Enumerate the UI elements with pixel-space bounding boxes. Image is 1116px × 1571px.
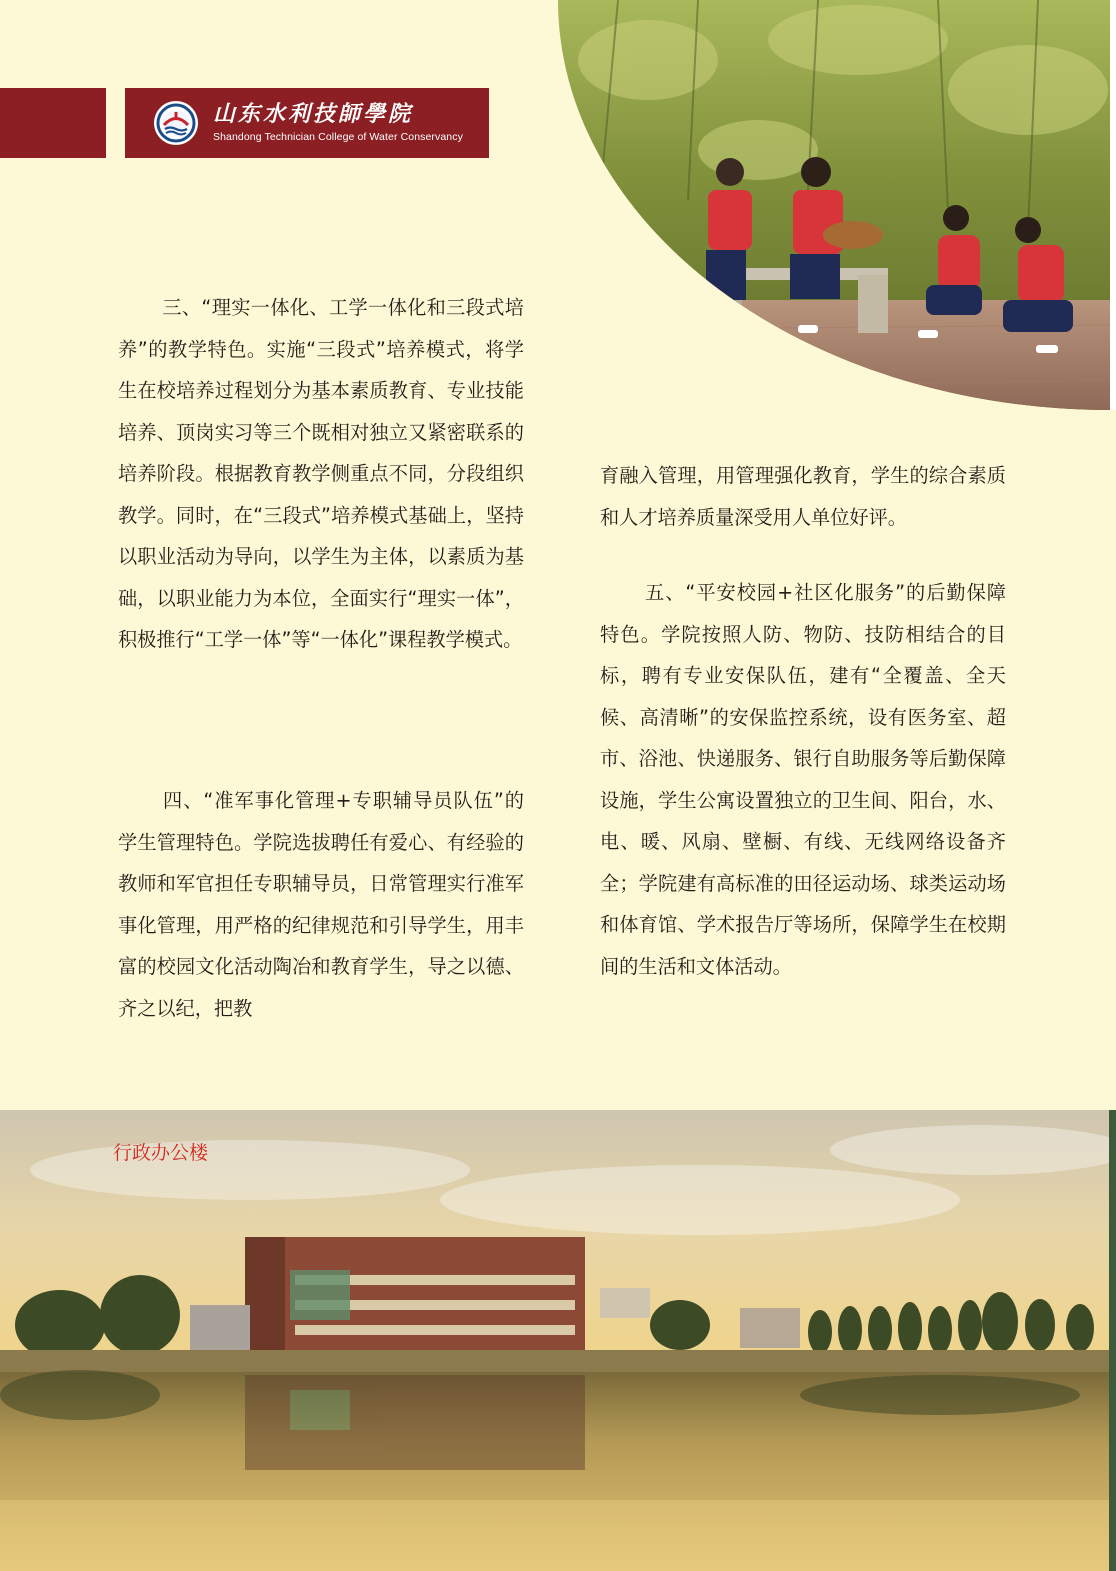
admin-building-photo (0, 1110, 1109, 1571)
students-photo (558, 0, 1110, 410)
section-four-text: 四、“准军事化管理+专职辅导员队伍”的学生管理特色。学院选拔聘任有爱心、有经验的教师和军官担任专职辅导员，日常管理实行准军事化管理，用严格的纪律规范和引导学生，用丰富的校园文化活动陶冶和教育学生，导之以德、齐之以纪，把教 (118, 789, 524, 1020)
section-five-paragraph (600, 572, 1006, 987)
right-edge-strip (1110, 0, 1116, 410)
college-logo (125, 88, 489, 158)
logo-english-name: Shandong Technician College of Water Conservancy (213, 131, 463, 144)
logo-chinese-name: 山东水利技師學院 (213, 101, 414, 128)
photo-caption: 行政办公楼 (113, 1142, 209, 1164)
section-four-continued: 育融入管理，用管理强化教育，学生的综合素质和人才培养质量深受用人单位好评。 (600, 464, 1006, 529)
bottom-right-edge-strip (1109, 1110, 1116, 1571)
section-five-text: 五、“平安校园+社区化服务”的后勤保障特色。学院按照人防、物防、技防相结合的目标，聘有专业安保队伍，建有“全覆盖、全天候、高清晰”的安保监控系统，设有医务室、超市、浴池、快递服务、银行自助服务等后勤保障设施，学生公寓设置独立的卫生间、阳台，水、电、暖、风扇、壁橱、有线、无线网络设备齐全；学院建有高标准的田径运动场、球类运动场和体育馆、学术报告厅等场所，保障学生在校期间的生活和文体活动。 (600, 581, 1006, 978)
section-three-text: 三、“理实一体化、工学一体化和三段式培养”的教学特色。实施“三段式”培养模式，将学生在校培养过程划分为基本素质教育、专业技能培养、顶岗实习等三个既相对独立又紧密联系的培养阶段。根据教育教学侧重点不同，分段组织教学。同时，在“三段式”培养模式基础上，坚持以职业活动为导向，以学生为主体，以素质为基础，以职业能力为本位，全面实行“理实一体”，积极推行“工学一体”等“一体化”课程教学模式。 (118, 296, 524, 651)
section-four-paragraph (118, 780, 524, 1029)
section-three-paragraph (118, 287, 524, 661)
header-band-left (0, 88, 106, 158)
college-emblem-icon (153, 100, 199, 146)
